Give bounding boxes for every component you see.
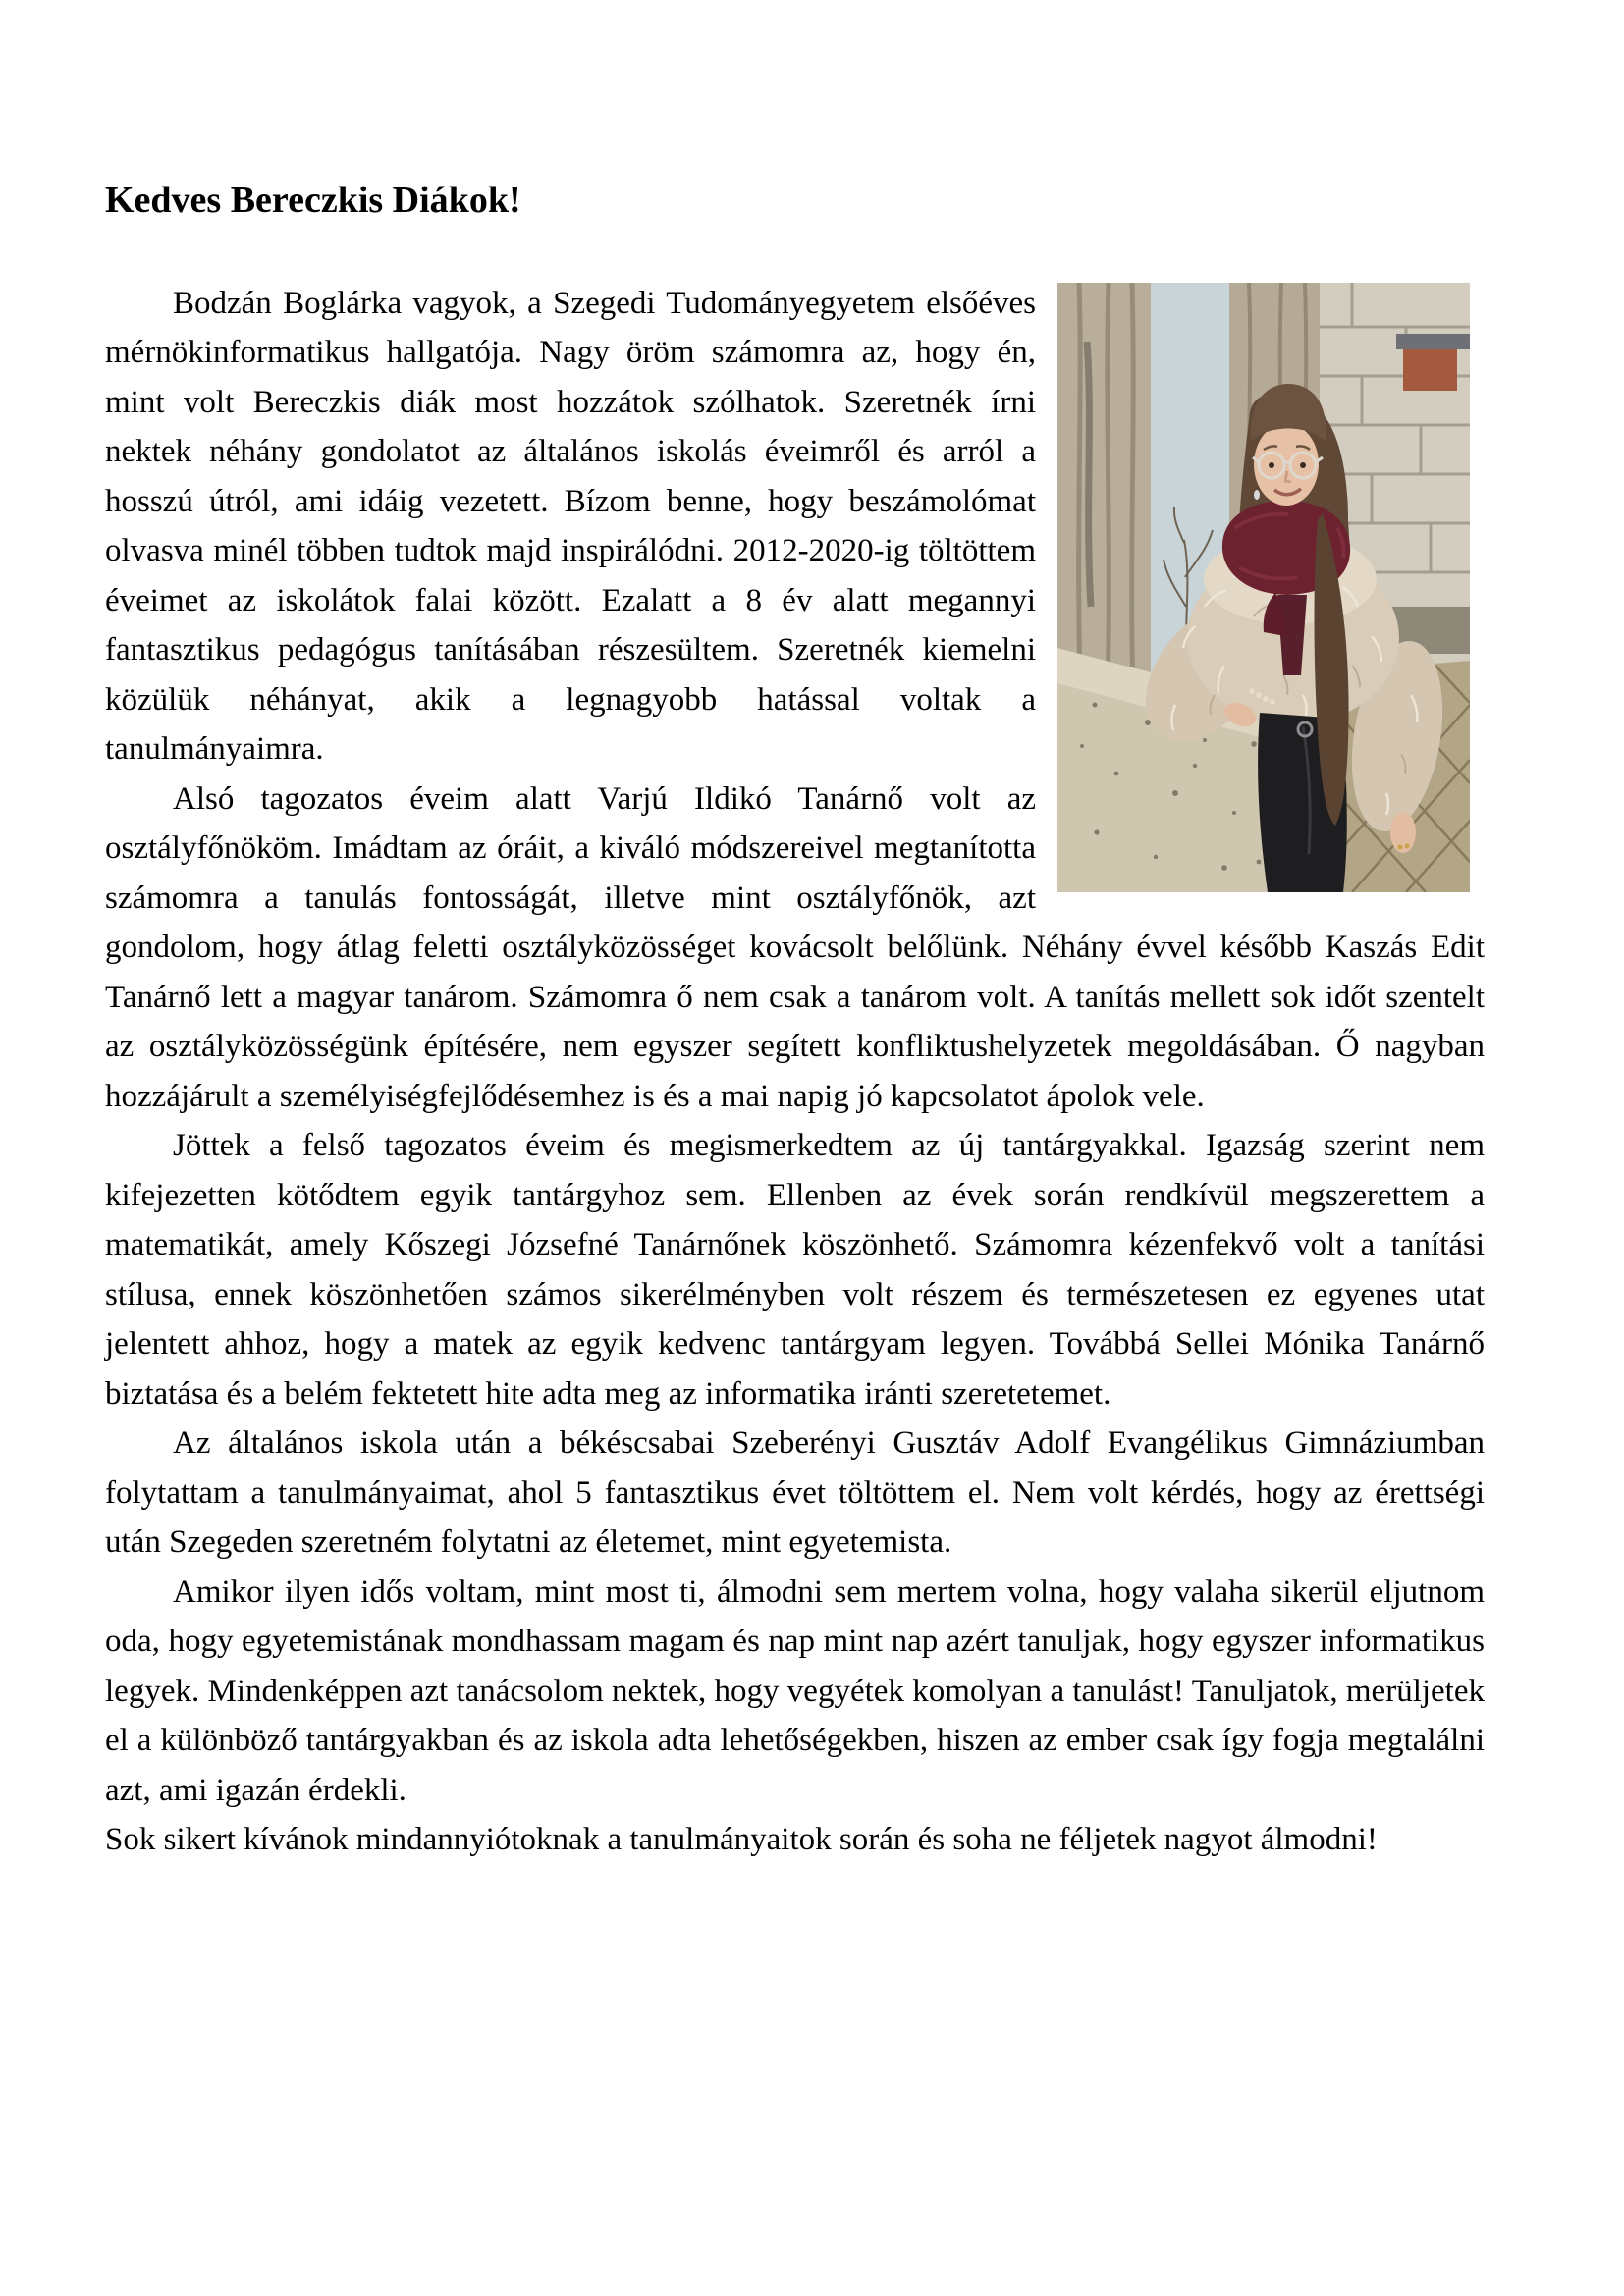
page-title: Kedves Bereczkis Diákok! xyxy=(105,180,521,221)
paragraph: Sok sikert kívánok mindannyiótoknak a tanulmányaitok során és soha ne féljetek nagyot álmodni! xyxy=(105,1822,1378,1858)
paragraph: Jöttek a felső tagozatos éveim és megismerkedtem az új tantárgyakkal. Igazság szerint nem kifejezetten kötődtem egyik tantárgyhoz sem. Ellenben az évek során rendkívül megszerettem a matematikát, amely Kőszegi Józsefné Tanárnőnek köszönhető. Számomra kézenfekvő volt a tanítási stílusa, ennek köszönhetően számos sikerélményben volt részem és természetesen ez egyenes utat jelentett ahhoz, hogy a matek az egyik kedvenc tantárgyam legyen. Továbbá Sellei Mónika Tanárnő biztatása és a belém fektetett hite adta meg az informatika iránti szeretetemet. xyxy=(105,1128,1485,1412)
paragraph: Amikor ilyen idős voltam, mint most ti, álmodni sem mertem volna, hogy valaha sikerül eljutnom oda, hogy egyetemistának mondhassam magam és nap mint nap azért tanuljak, hogy egyszer informatikus legyek. Mindenképpen azt tanácsolom nektek, hogy vegyétek komolyan a tanulást! Tanuljatok, merüljetek el a különböző tantárgyakban és az iskola adta lehetőségekben, hiszen az ember csak így fogja megtalálni azt, ami igazán érdekli. xyxy=(105,1574,1485,1808)
portrait-photo xyxy=(1057,283,1470,892)
portrait-photo-illustration xyxy=(1057,283,1470,892)
paragraph: Az általános iskola után a békéscsabai Szeberényi Gusztáv Adolf Evangélikus Gimnáziumban folytattam a tanulmányaimat, ahol 5 fantasztikus évet töltöttem el. Nem volt kérdés, hogy az érettségi után Szegeden szeretném folytatni az életemet, mint egyetemista. xyxy=(105,1425,1485,1561)
letter-body xyxy=(105,279,1485,1865)
paragraph: Alsó tagozatos éveim alatt Varjú Ildikó Tanárnő volt az osztályfőnököm. Imádtam az óráit, a kiváló módszereivel megtanította számomra a tanulás fontosságát, illetve mint osztályfőnök, azt gondolom, hogy átlag feletti osztályközösséget kovácsolt belőlünk. Néhány évvel később Kaszás Edit Tanárnő lett a magyar tanárom. Számomra ő nem csak a tanárom volt. A tanítás mellett sok időt szentelt az osztályközösségünk építésére, nem egyszer segített konfliktushelyzetek megoldásában. Ő nagyban hozzájárult a személyiségfejlődésemhez is és a mai napig jó kapcsolatot ápolok vele. xyxy=(105,780,1485,1114)
paragraph: Bodzán Boglárka vagyok, a Szegedi Tudományegyetem elsőéves mérnökinformatikus hallgatója. Nagy öröm számomra az, hogy én, mint volt Bereczkis diák most hozzátok szólhatok. Szeretnék írni nektek néhány gondolatot az általános iskolás éveimről és arról a hosszú útról, ami idáig vezetett. Bízom benne, hogy beszámolómat olvasva minél többen tudtok majd inspirálódni. 2012-2020-ig töltöttem éveimet az iskolátok falai között. Ezalatt a 8 év alatt megannyi fantasztikus pedagógus tanításában részesültem. Szeretnék kiemelni közülük néhányat, akik a legnagyobb hatással voltak a tanulmányaimra. xyxy=(105,285,1036,768)
